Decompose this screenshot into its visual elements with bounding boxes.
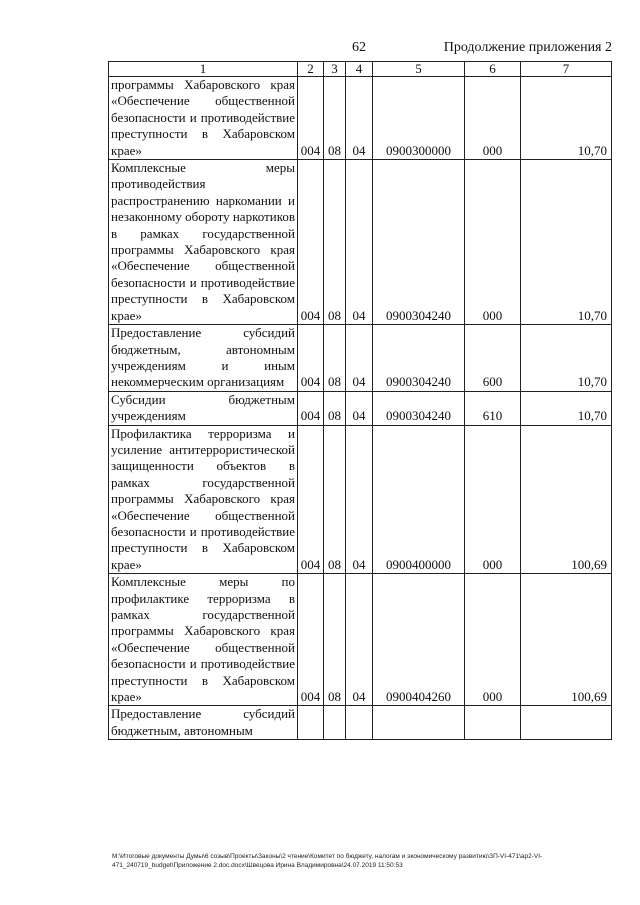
table-row <box>109 391 612 425</box>
section-code: 08 <box>324 77 346 160</box>
column-header: 7 <box>521 62 612 77</box>
target-article-code: 0900304240 <box>373 160 465 325</box>
table-row <box>109 325 612 392</box>
subsection-code: 04 <box>346 391 373 425</box>
table-row <box>109 160 612 325</box>
expense-type-code: 000 <box>465 160 521 325</box>
row-name: Профилактика терроризма и усиление антитеррористической защищенности объектов в рамках государственной программы Хабаровского края «Обеспечение общественной безопасности и противодействие преступности в Хабаровском крае» <box>109 425 298 574</box>
target-article-code: 0900304240 <box>373 325 465 392</box>
amount: 10,70 <box>521 325 612 392</box>
subsection-code: 04 <box>346 325 373 392</box>
subsection-code: 04 <box>346 425 373 574</box>
amount: 10,70 <box>521 391 612 425</box>
subsection-code: 04 <box>346 574 373 706</box>
amount: 10,70 <box>521 77 612 160</box>
amount <box>521 706 612 740</box>
subsection-code <box>346 706 373 740</box>
row-name: Предоставление субсидий бюджетным, автономным <box>109 706 298 740</box>
section-code: 08 <box>324 391 346 425</box>
subsection-code: 04 <box>346 77 373 160</box>
row-name: Предоставление субсидий бюджетным, автономным учреждениям и иным некоммерческим организациям <box>109 325 298 392</box>
amount: 100,69 <box>521 425 612 574</box>
ministry-code: 004 <box>298 77 324 160</box>
row-name: Комплексные меры противодействия распространению наркомании и незаконному обороту наркотиков в рамках государственной программы Хабаровского края «Обеспечение общественной безопасности и противодействие преступности в Хабаровском крае» <box>109 160 298 325</box>
ministry-code <box>298 706 324 740</box>
section-code: 08 <box>324 160 346 325</box>
target-article-code: 0900304240 <box>373 391 465 425</box>
expense-type-code: 600 <box>465 325 521 392</box>
document-path-footer: M:\Итоговые документы Думы\6 созыв\Проекты\Законы\2 чтение\Комитет по бюджету, налогам и экономическому развитию\ЗП-VI-471\ap2-VI-471_240719_budget\Приложение 2.doc.docx\Швецова Ирина Владимировна\24.07.2019 11:50:53 <box>112 853 543 869</box>
expense-type-code <box>465 706 521 740</box>
column-header: 3 <box>324 62 346 77</box>
ministry-code: 004 <box>298 325 324 392</box>
section-code: 08 <box>324 425 346 574</box>
page-number: 62 <box>352 40 366 55</box>
row-name: Субсидии бюджетным учреждениям <box>109 391 298 425</box>
table-row <box>109 574 612 706</box>
target-article-code: 0900404260 <box>373 574 465 706</box>
table-row <box>109 425 612 574</box>
ministry-code: 004 <box>298 574 324 706</box>
column-number-row <box>109 62 612 77</box>
expense-type-code: 000 <box>465 77 521 160</box>
expense-type-code: 000 <box>465 574 521 706</box>
budget-table <box>108 61 612 740</box>
column-header: 1 <box>109 62 298 77</box>
ministry-code: 004 <box>298 391 324 425</box>
row-name: программы Хабаровского края «Обеспечение общественной безопасности и противодействие преступности в Хабаровском крае» <box>109 77 298 160</box>
section-code <box>324 706 346 740</box>
ministry-code: 004 <box>298 425 324 574</box>
section-code: 08 <box>324 325 346 392</box>
target-article-code <box>373 706 465 740</box>
target-article-code: 0900400000 <box>373 425 465 574</box>
column-header: 2 <box>298 62 324 77</box>
row-name: Комплексные меры по профилактике терроризма в рамках государственной программы Хабаровского края «Обеспечение общественной безопасности и противодействие преступности в Хабаровском крае» <box>109 574 298 706</box>
continuation-label: Продолжение приложения 2 <box>443 40 612 55</box>
subsection-code: 04 <box>346 160 373 325</box>
target-article-code: 0900300000 <box>373 77 465 160</box>
expense-type-code: 610 <box>465 391 521 425</box>
table-row <box>109 706 612 740</box>
column-header: 6 <box>465 62 521 77</box>
table-row <box>109 77 612 160</box>
column-header: 5 <box>373 62 465 77</box>
column-header: 4 <box>346 62 373 77</box>
amount: 100,69 <box>521 574 612 706</box>
amount: 10,70 <box>521 160 612 325</box>
section-code: 08 <box>324 574 346 706</box>
expense-type-code: 000 <box>465 425 521 574</box>
ministry-code: 004 <box>298 160 324 325</box>
